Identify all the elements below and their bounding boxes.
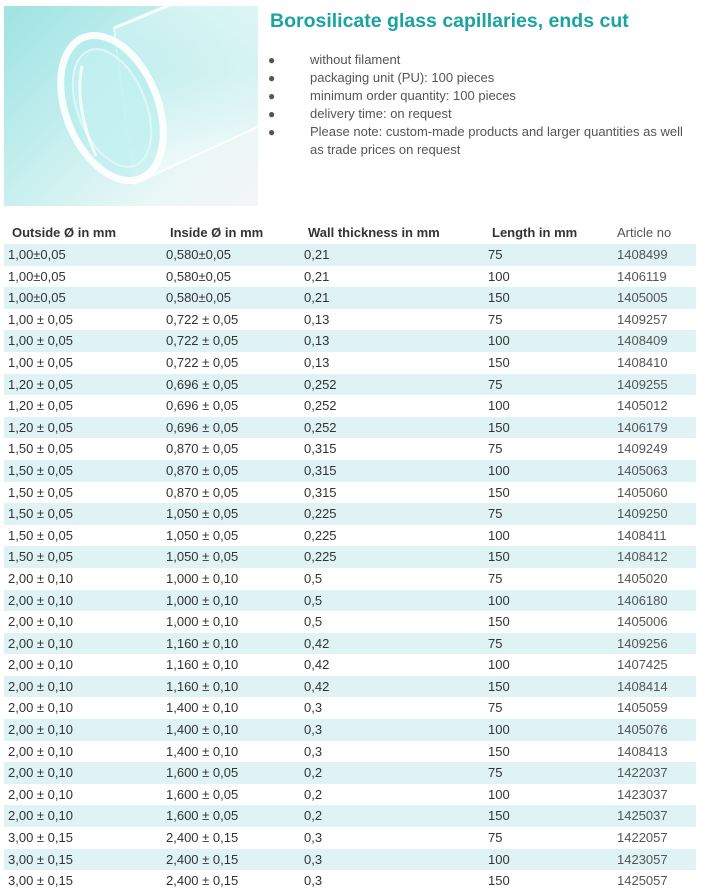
cell-article-no: 1422037: [611, 762, 696, 784]
table-row: [4, 741, 696, 763]
cell-wall-thickness: 0,252: [300, 374, 484, 396]
cell-article-no: 1408409: [611, 330, 696, 352]
table-row: [4, 309, 696, 331]
cell-outside-diameter: 2,00 ± 0,10: [8, 614, 73, 630]
table-row: [4, 784, 696, 806]
cell-outside-diameter: 2,00 ± 0,10: [8, 743, 73, 759]
product-title: Borosilicate glass capillaries, ends cut: [270, 10, 629, 32]
cell-length: 150: [484, 417, 611, 439]
cell-inside-diameter: 0,722 ± 0,05: [166, 311, 239, 327]
header-inside-diameter: Inside Ø in mm: [170, 225, 264, 240]
table-row: [4, 719, 696, 741]
cell-length: 100: [488, 786, 510, 802]
cell-length: 100: [488, 527, 510, 543]
cell-outside-diameter: 1,50 ± 0,05: [4, 460, 162, 482]
table-row: [4, 460, 696, 482]
cell-length: 100: [488, 268, 510, 284]
cell-article-no: 1406180: [611, 590, 696, 612]
cell-inside-diameter: 2,400 ± 0,15: [166, 873, 239, 889]
cell-outside-diameter: 3,00 ± 0,15: [4, 849, 162, 871]
cell-length: 100: [484, 719, 611, 741]
feature-list: [268, 51, 688, 159]
cell-wall-thickness: 0,3: [300, 719, 484, 741]
cell-length: 150: [488, 354, 510, 370]
cell-outside-diameter: 1,50 ± 0,05: [4, 546, 162, 568]
bullet-icon: ●: [268, 125, 276, 139]
table-row: [4, 633, 696, 655]
cell-article-no: 1405005: [611, 287, 696, 309]
cell-wall-thickness: 0,225: [304, 527, 337, 543]
cell-article-no: 1408411: [617, 527, 667, 543]
cell-outside-diameter: 1,50 ± 0,05: [8, 527, 73, 543]
cell-article-no: 1405063: [611, 460, 696, 482]
cell-length: 150: [484, 546, 611, 568]
cell-wall-thickness: 0,252: [300, 417, 484, 439]
cell-wall-thickness: 0,21: [300, 287, 484, 309]
cell-inside-diameter: 0,696 ± 0,05: [166, 398, 239, 414]
cell-article-no: 1408414: [611, 676, 696, 698]
cell-wall-thickness: 0,252: [304, 398, 337, 414]
cell-wall-thickness: 0,13: [300, 330, 484, 352]
cell-article-no: 1409257: [617, 311, 668, 327]
cell-length: 75: [488, 311, 503, 327]
header-wall-thickness: Wall thickness in mm: [308, 225, 440, 240]
table-row: [4, 438, 696, 460]
cell-inside-diameter: 1,600 ± 0,05: [162, 762, 300, 784]
cell-wall-thickness: 0,42: [304, 657, 330, 673]
cell-length: 150: [488, 484, 510, 500]
cell-article-no: 1407425: [617, 657, 668, 673]
cell-outside-diameter: 2,00 ± 0,10: [4, 633, 162, 655]
cell-wall-thickness: 0,13: [304, 311, 330, 327]
cell-inside-diameter: 0,580±0,05: [166, 268, 231, 284]
table-row: [4, 676, 696, 698]
cell-inside-diameter: 0,870 ± 0,05: [166, 484, 239, 500]
cell-length: 75: [488, 441, 503, 457]
cell-inside-diameter: 1,050 ± 0,05: [162, 546, 300, 568]
cell-length: 150: [488, 743, 510, 759]
cell-length: 75: [484, 503, 611, 525]
feature-item: ● delivery time: on request: [268, 106, 452, 121]
cell-wall-thickness: 0,225: [300, 546, 484, 568]
cell-wall-thickness: 0,2: [304, 786, 323, 802]
feature-item: ● packaging unit (PU): 100 pieces: [268, 70, 495, 85]
cell-article-no: 1425037: [611, 805, 696, 827]
cell-article-no: 1408413: [617, 743, 668, 759]
header-article-no: Article no: [617, 225, 672, 240]
table-row: [4, 590, 696, 612]
cell-outside-diameter: 1,00±0,05: [4, 287, 162, 309]
cell-article-no: 1409256: [611, 633, 696, 655]
cell-outside-diameter: 3,00 ± 0,15: [8, 830, 73, 846]
bullet-icon: ●: [268, 107, 276, 121]
cell-wall-thickness: 0,225: [300, 503, 484, 525]
feature-item: ● without filament: [268, 52, 401, 67]
cell-inside-diameter: 2,400 ± 0,15: [166, 830, 239, 846]
table-row: [4, 611, 696, 633]
cell-article-no: 1405006: [617, 614, 668, 630]
cell-article-no: 1423057: [611, 849, 696, 871]
cell-article-no: 1408412: [611, 546, 696, 568]
cell-inside-diameter: 2,400 ± 0,15: [162, 849, 300, 871]
table-row: [4, 417, 696, 439]
header-length: Length in mm: [492, 225, 578, 240]
cell-length: 150: [484, 676, 611, 698]
cell-length: 75: [488, 700, 503, 716]
cell-length: 150: [488, 614, 510, 630]
cell-article-no: 1423037: [617, 786, 668, 802]
cell-article-no: 1409250: [611, 503, 696, 525]
product-image: [4, 6, 258, 206]
cell-article-no: 1405076: [611, 719, 696, 741]
table-row: [4, 762, 696, 784]
table-row: [4, 849, 696, 871]
cell-outside-diameter: 1,50 ± 0,05: [8, 484, 73, 500]
table-row: [4, 805, 696, 827]
cell-wall-thickness: 0,5: [304, 570, 323, 586]
cell-inside-diameter: 1,050 ± 0,05: [162, 503, 300, 525]
cell-inside-diameter: 1,160 ± 0,10: [166, 657, 239, 673]
table-row: [4, 287, 696, 309]
cell-outside-diameter: 2,00 ± 0,10: [8, 657, 73, 673]
header-outside-diameter: Outside Ø in mm: [12, 225, 117, 240]
cell-wall-thickness: 0,315: [304, 441, 337, 457]
cell-length: 100: [484, 460, 611, 482]
cell-wall-thickness: 0,42: [300, 676, 484, 698]
cell-length: 150: [484, 805, 611, 827]
cell-inside-diameter: 1,600 ± 0,05: [166, 786, 239, 802]
cell-inside-diameter: 1,160 ± 0,10: [162, 676, 300, 698]
spec-table: [4, 221, 696, 892]
cell-length: 100: [488, 657, 510, 673]
cell-length: 100: [484, 590, 611, 612]
cell-outside-diameter: 1,00 ± 0,05: [8, 311, 73, 327]
cell-wall-thickness: 0,3: [304, 873, 323, 889]
cell-article-no: 1405059: [617, 700, 668, 716]
bullet-icon: ●: [268, 71, 276, 85]
cell-inside-diameter: 0,696 ± 0,05: [162, 417, 300, 439]
cell-wall-thickness: 0,3: [304, 830, 323, 846]
cell-inside-diameter: 1,400 ± 0,10: [162, 719, 300, 741]
cell-outside-diameter: 2,00 ± 0,10: [4, 676, 162, 698]
cell-length: 75: [488, 830, 503, 846]
table-row: [4, 654, 696, 676]
cell-outside-diameter: 1,20 ± 0,05: [4, 417, 162, 439]
cell-inside-diameter: 1,400 ± 0,10: [166, 700, 239, 716]
table-row: [4, 244, 696, 266]
cell-outside-diameter: 2,00 ± 0,10: [8, 570, 73, 586]
cell-inside-diameter: 1,160 ± 0,10: [162, 633, 300, 655]
cell-article-no: 1425057: [617, 873, 668, 889]
cell-inside-diameter: 1,050 ± 0,05: [166, 527, 239, 543]
table-row: [4, 503, 696, 525]
cell-inside-diameter: 0,580±0,05: [162, 244, 300, 266]
bullet-icon: ●: [268, 89, 276, 103]
cell-inside-diameter: 1,600 ± 0,05: [162, 805, 300, 827]
cell-wall-thickness: 0,2: [300, 762, 484, 784]
cell-outside-diameter: 1,50 ± 0,05: [4, 503, 162, 525]
cell-length: 100: [484, 849, 611, 871]
cell-wall-thickness: 0,315: [300, 460, 484, 482]
cell-article-no: 1408499: [611, 244, 696, 266]
bullet-icon: ●: [268, 53, 276, 67]
cell-article-no: 1408410: [617, 354, 668, 370]
cell-outside-diameter: 2,00 ± 0,10: [4, 762, 162, 784]
cell-inside-diameter: 0,696 ± 0,05: [162, 374, 300, 396]
feature-item: ● Please note: custom-made products and larger quantities as well as trade prices on request: [268, 124, 683, 157]
table-row: [4, 568, 696, 590]
cell-outside-diameter: 2,00 ± 0,10: [4, 590, 162, 612]
cell-length: 150: [488, 873, 510, 889]
cell-article-no: 1405060: [617, 484, 668, 500]
cell-inside-diameter: 0,580±0,05: [162, 287, 300, 309]
cell-outside-diameter: 2,00 ± 0,10: [8, 786, 73, 802]
cell-article-no: 1409255: [611, 374, 696, 396]
cell-outside-diameter: 1,20 ± 0,05: [4, 374, 162, 396]
cell-outside-diameter: 1,50 ± 0,05: [8, 441, 73, 457]
cell-length: 75: [484, 244, 611, 266]
spec-table-body: [4, 244, 696, 892]
cell-wall-thickness: 0,3: [304, 700, 323, 716]
cell-inside-diameter: 0,870 ± 0,05: [162, 460, 300, 482]
cell-wall-thickness: 0,21: [300, 244, 484, 266]
cell-article-no: 1406179: [611, 417, 696, 439]
cell-inside-diameter: 0,722 ± 0,05: [166, 354, 239, 370]
cell-article-no: 1422057: [617, 830, 668, 846]
cell-wall-thickness: 0,315: [304, 484, 337, 500]
cell-article-no: 1406119: [617, 268, 667, 284]
cell-outside-diameter: 2,00 ± 0,10: [4, 805, 162, 827]
feature-item: ● minimum order quantity: 100 pieces: [268, 88, 516, 103]
table-row: [4, 525, 696, 547]
cell-length: 75: [484, 762, 611, 784]
cell-wall-thickness: 0,5: [300, 590, 484, 612]
table-row: [4, 546, 696, 568]
glass-capillary-illustration: [4, 6, 258, 206]
cell-article-no: 1405012: [617, 398, 668, 414]
cell-outside-diameter: 2,00 ± 0,10: [8, 700, 73, 716]
table-row: [4, 697, 696, 719]
cell-outside-diameter: 1,00 ± 0,05: [8, 354, 73, 370]
cell-wall-thickness: 0,13: [304, 354, 330, 370]
cell-length: 150: [484, 287, 611, 309]
cell-article-no: 1405020: [617, 570, 668, 586]
cell-outside-diameter: 1,20 ± 0,05: [8, 398, 73, 414]
cell-outside-diameter: 1,00 ± 0,05: [4, 330, 162, 352]
cell-outside-diameter: 2,00 ± 0,10: [4, 719, 162, 741]
cell-wall-thickness: 0,2: [300, 805, 484, 827]
table-row: [4, 330, 696, 352]
table-row: [4, 827, 696, 849]
cell-article-no: 1409249: [617, 441, 668, 457]
cell-inside-diameter: 0,870 ± 0,05: [166, 441, 239, 457]
cell-inside-diameter: 1,000 ± 0,10: [162, 590, 300, 612]
table-row: [4, 482, 696, 504]
cell-wall-thickness: 0,3: [300, 849, 484, 871]
cell-length: 100: [484, 330, 611, 352]
table-header-row: [4, 221, 696, 244]
cell-length: 100: [488, 398, 510, 414]
table-row: [4, 266, 696, 288]
cell-inside-diameter: 0,722 ± 0,05: [162, 330, 300, 352]
table-row: [4, 352, 696, 374]
cell-length: 75: [484, 633, 611, 655]
cell-length: 75: [484, 374, 611, 396]
table-row: [4, 870, 696, 892]
cell-length: 75: [488, 570, 503, 586]
cell-outside-diameter: 3,00 ± 0,15: [8, 873, 73, 889]
cell-inside-diameter: 1,400 ± 0,10: [166, 743, 239, 759]
cell-inside-diameter: 1,000 ± 0,10: [166, 614, 239, 630]
table-row: [4, 395, 696, 417]
cell-wall-thickness: 0,3: [304, 743, 323, 759]
cell-outside-diameter: 1,00±0,05: [4, 244, 162, 266]
cell-inside-diameter: 1,000 ± 0,10: [166, 570, 239, 586]
cell-wall-thickness: 0,42: [300, 633, 484, 655]
cell-wall-thickness: 0,5: [304, 614, 323, 630]
cell-outside-diameter: 1,00±0,05: [8, 268, 66, 284]
table-row: [4, 374, 696, 396]
cell-wall-thickness: 0,21: [304, 268, 330, 284]
